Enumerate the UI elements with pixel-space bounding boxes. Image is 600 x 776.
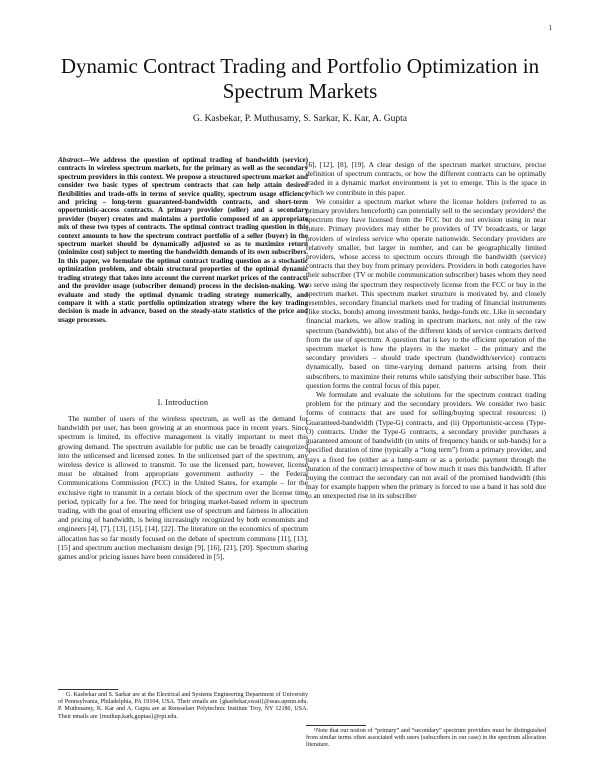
right-column [306,160,546,501]
right-paragraph-3: We formulate and evaluate the solutions for the spectrum contract trading problem for the primary and the secondary providers. We consider two basic forms of contracts that are used for selling/buying spectral resources: i) Guaranteed-bandwidth (Type-G) contracts, and (ii) Opportunistic-access (Type-O) contracts. Under the Type-G contracts, a secondary provider purchases a guaranteed amount of bandwidth (in units of frequency bands or sub-bands) for a specified duration of time (typically a “long term”) from a primary provider, and pays a fixed fee (either as a lump-sum or as a periodic payment through the duration of the contract) irrespective of how much it uses this bandwidth. If after buying the contract the secondary can not avail of the promised bandwidth (this may for example happen when the primary is forced to use a band it has sold due to an unexpected rise in its subscriber [306,390,546,501]
abstract [58,156,308,324]
author-affiliation-footnote: G. Kasbekar and S. Sarkar are at the Electrical and Systems Engineering Department of University of Pennsylvania, Philadelphia, PA 19104, USA. Their emails are {gkasbekar,swati}@seas.upenn.edu. P. Muthusamy, K. Kar and A. Gupta are at Rensselaer Polytechnic Institute Troy, NY 12180, USA. Their emails are {muthup,kark,guptaa}@rpi.edu. [58,692,308,720]
footnote-rule-left [58,689,118,690]
abstract-label: Abstract [58,156,83,164]
abstract-block [58,156,308,324]
intro-left-column [58,414,308,561]
page-number: 1 [548,24,552,32]
paper-title: Dynamic Contract Trading and Portfolio Optimization in Spectrum Markets [60,54,540,103]
terminology-footnote: ¹Note that our notion of “primary” and “secondary” spectrum providers must be distinguished from similar terms often associated with users (subscribers in our case) in the spectrum allocation literature. [306,728,546,749]
section-heading: I. Introduction [157,398,209,407]
footnote-rule-right [306,725,366,726]
abstract-text: —We address the question of optimal trading of bandwidth (service) contracts in wireless spectrum markets, for the primary as well as the secondary spectrum providers in this context. We propose a structured spectrum market and consider two basic types of spectrum contracts that can help attain desired flexibilities and trade-offs in terms of service quality, spectrum usage efficiency and pricing – long-term guaranteed-bandwidth contracts, and short-term opportunistic-access contracts. A primary provider (seller) and a secondary provider (buyer) creates and maintains a portfolio composed of an appropriate mix of these two types of contracts. The optimal contract trading question in this context amounts to how the spectrum contract portfolio of a seller (buyer) in the spectrum market should be dynamically adjusted so as to maximize return (minimize cost) subject to meeting the bandwidth demands of its own subscribers. In this paper, we formulate the optimal contract trading question as a stochastic optimization problem, and obtain structural properties of the optimal dynamic trading strategy that takes into account the current market prices of the contracts and the provider usage (subscriber demand) process in the decision-making. We evaluate and study the optimal dynamic trading strategy numerically, and compare it with a static portfolio optimization strategy where the key trading decision is made in advance, based on the steady-state statistics of the price and usage processes. [58,156,308,324]
right-paragraph-1: [6], [12], [8], [19]. A clear design of the spectrum market structure, precise definition of spectrum contracts, or how the different contracts can be optimally traded in a dynamic market environment is yet to emerge. This is the space in which we contribute in this paper. [306,160,546,197]
intro-paragraph-1: The number of users of the wireless spectrum, as well as the demand for bandwidth per user, has been growing at an enormous pace in recent years. Since spectrum is limited, its effective management is vitally important to meet this growing demand. The spectrum available for public use can be broadly categorized into the unlicensed and licensed zones. In the unlicensed part of the spectrum, any wireless device is allowed to transmit. To use the licensed part, however, license must be obtained from appropriate government authority – the Federal Communications Commission (FCC) in the United States, for example – for the exclusive right to transmit in a certain block of the spectrum over the license time period, typically for a fee. The need for bringing market-based reform in spectrum trading, with the goal of ensuring efficient use of spectrum and fairness in allocation and pricing of bandwidth, is being increasingly recognized by both economists and engineers [4], [7], [13], [15], [14], [22]. The literature on the economics of spectrum allocation has so far mostly focused on the debate of spectrum commons [11], [13], [15] and spectrum auction mechanism design [9], [16], [21], [20]. Spectrum sharing games and/or pricing issues have been considered in [5], [58,414,308,562]
right-paragraph-2: We consider a spectrum market where the license holders (referred to as primary providers henceforth) can potentially sell to the secondary providers¹ the spectrum they have licensed from the FCC but do not envision using in near future. Primary providers may either be providers of TV broadcasts, or large providers of wireless service who operate nationwide. Secondary providers are relatively smaller, but larger in number, and can be geographically limited providers, whose access to spectrum occurs through the bandwidth (service) contracts that they buy from primary providers. Providers in both categories have their subscriber (TV or mobile communication subscriber) bases whom they need to serve using the spectrum they respectively license from the FCC or buy in the spectrum market. This spectrum market structure is motivated by, and closely resembles, secondary financial markets used for trading of financial instruments (like stocks, bonds) among investment banks, hedge-funds etc. Like in secondary financial markets, we allow trading in spectrum markets, not only of the raw spectrum (bandwidth), but also of the different kinds of service contracts derived from the use of spectrum. A question that is key to the efficient operation of the spectrum market is how the players in the market – the primary and the secondary providers – should trade spectrum (bandwidth/service) contracts dynamically, based on time-varying demand patterns arising from their subscribers, to maximize their returns while satisfying their subscriber base. This question forms the central focus of this paper. [306,196,546,390]
author-list: G. Kasbekar, P. Muthusamy, S. Sarkar, K. Kar, A. Gupta [192,114,408,124]
